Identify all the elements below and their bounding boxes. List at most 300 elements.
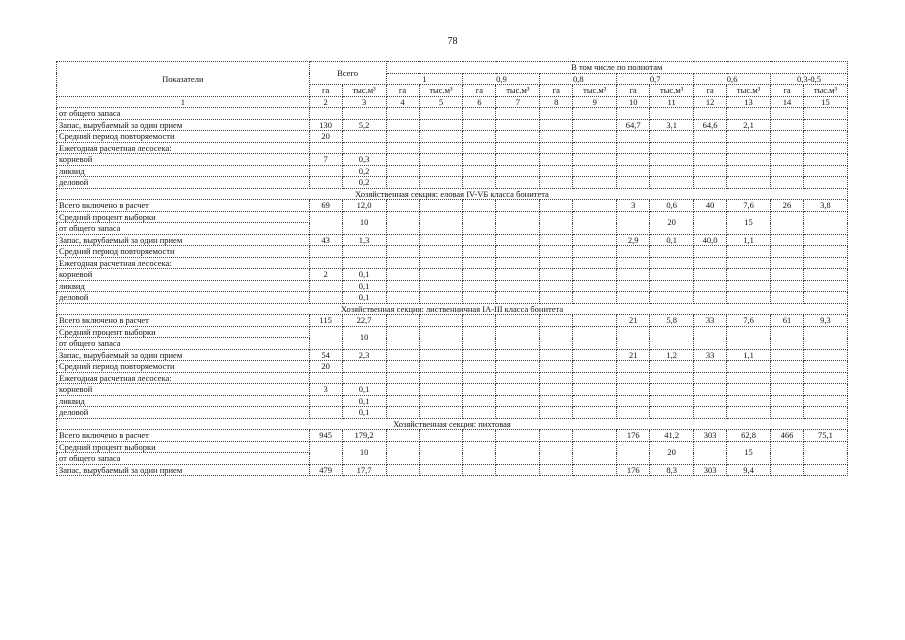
table-cell (694, 441, 727, 464)
table-cell (694, 407, 727, 419)
table-cell: 0,2 (342, 165, 386, 177)
table-row (57, 464, 848, 476)
table-cell (419, 384, 463, 396)
table-body (57, 108, 848, 476)
table-cell: 1,1 (727, 349, 771, 361)
table-cell (803, 119, 847, 131)
table-cell (309, 292, 342, 304)
table-cell (463, 246, 496, 258)
table-cell (694, 165, 727, 177)
section-title: Хозяйственная секция: еловая IV-VБ класса бонитета (57, 188, 848, 200)
table-cell (573, 131, 617, 143)
table-cell: 2 (309, 269, 342, 281)
row-label: Ежегодная расчетная лесосека: (57, 142, 310, 154)
table-cell (386, 395, 419, 407)
table-cell (727, 142, 771, 154)
table-cell: 21 (617, 349, 650, 361)
table-cell (540, 361, 573, 373)
row-label: корневой (57, 154, 310, 166)
table-cell (419, 257, 463, 269)
table-cell (727, 269, 771, 281)
table-cell (386, 154, 419, 166)
header-unit-ha: га (386, 85, 419, 97)
table-cell (386, 119, 419, 131)
table-cell (573, 315, 617, 327)
table-cell: 3,8 (803, 200, 847, 212)
table-cell (617, 384, 650, 396)
table-cell (342, 257, 386, 269)
table-cell (419, 131, 463, 143)
header-density: 0,6 (694, 73, 771, 85)
table-cell (727, 280, 771, 292)
table-cell (617, 154, 650, 166)
table-cell (573, 257, 617, 269)
table-cell (463, 280, 496, 292)
row-label: Средний процент выборки (57, 441, 310, 453)
table-cell (573, 361, 617, 373)
table-cell: 179,2 (342, 430, 386, 442)
row-label: корневой (57, 384, 310, 396)
table-cell (694, 142, 727, 154)
table-cell (496, 177, 540, 189)
table-cell (727, 177, 771, 189)
table-cell: 15 (727, 211, 771, 234)
table-cell (650, 395, 694, 407)
table-cell (463, 234, 496, 246)
table-cell (694, 257, 727, 269)
table-cell: 10 (342, 441, 386, 464)
table-cell (803, 349, 847, 361)
table-cell (573, 119, 617, 131)
table-row (57, 211, 848, 223)
header-indicators: Показатели (57, 62, 310, 97)
table-cell (650, 292, 694, 304)
table-cell (463, 200, 496, 212)
table-cell (540, 395, 573, 407)
row-label: Всего включено в расчет (57, 200, 310, 212)
row-label: от общего запаса (57, 108, 310, 120)
table-cell (540, 464, 573, 476)
table-cell (573, 430, 617, 442)
row-label: Всего включено в расчет (57, 430, 310, 442)
table-cell (727, 372, 771, 384)
table-row (57, 407, 848, 419)
table-cell (650, 246, 694, 258)
table-cell (419, 269, 463, 281)
table-row (57, 349, 848, 361)
table-cell (540, 154, 573, 166)
table-cell (419, 315, 463, 327)
table-cell (540, 384, 573, 396)
table-cell (540, 372, 573, 384)
table-cell (771, 234, 804, 246)
table-cell (419, 246, 463, 258)
column-numbers-row (57, 96, 848, 108)
table-cell (496, 384, 540, 396)
table-cell: 1,1 (727, 234, 771, 246)
table-cell: 17,7 (342, 464, 386, 476)
table-cell: 20 (309, 361, 342, 373)
header-unit-th: тыс.м³ (650, 85, 694, 97)
table-row (57, 108, 848, 120)
table-cell (419, 165, 463, 177)
header-unit-ha: га (463, 85, 496, 97)
table-cell (771, 119, 804, 131)
table-cell (771, 269, 804, 281)
table-cell: 7,6 (727, 315, 771, 327)
table-cell (573, 165, 617, 177)
row-label: Средний период повторяемости (57, 246, 310, 258)
row-label: деловой (57, 292, 310, 304)
table-row (57, 395, 848, 407)
table-cell: 2,9 (617, 234, 650, 246)
table-cell (540, 292, 573, 304)
table-cell (803, 211, 847, 234)
table-cell (463, 395, 496, 407)
table-cell (386, 464, 419, 476)
table-cell (386, 246, 419, 258)
column-number: 8 (540, 96, 573, 108)
table-cell (386, 165, 419, 177)
row-label: деловой (57, 177, 310, 189)
table-cell (803, 395, 847, 407)
table-cell (727, 326, 771, 349)
table-cell (463, 177, 496, 189)
table-cell (694, 211, 727, 234)
table-cell (419, 441, 463, 464)
forestry-table (56, 61, 848, 476)
table-cell (419, 211, 463, 234)
table-cell: 0,1 (342, 395, 386, 407)
column-number: 1 (57, 96, 310, 108)
table-cell (419, 395, 463, 407)
table-cell (463, 154, 496, 166)
table-row (57, 372, 848, 384)
table-cell (694, 395, 727, 407)
table-cell (386, 407, 419, 419)
table-cell (573, 326, 617, 349)
table-cell (771, 464, 804, 476)
table-cell: 3,1 (650, 119, 694, 131)
table-cell (803, 280, 847, 292)
table-cell (496, 246, 540, 258)
table-cell: 33 (694, 315, 727, 327)
table-cell (463, 211, 496, 234)
table-cell (386, 430, 419, 442)
table-cell: 0,3 (342, 154, 386, 166)
table-cell (463, 119, 496, 131)
table-cell (386, 441, 419, 464)
table-cell (496, 441, 540, 464)
table-cell (309, 177, 342, 189)
table-cell (617, 441, 650, 464)
table-cell (803, 246, 847, 258)
table-cell (496, 154, 540, 166)
row-label: Средний период повторяемости (57, 361, 310, 373)
table-cell: 9,4 (727, 464, 771, 476)
table-cell (463, 292, 496, 304)
table-cell (496, 315, 540, 327)
table-cell (496, 349, 540, 361)
table-cell: 12,0 (342, 200, 386, 212)
table-cell (309, 326, 342, 349)
table-cell (803, 165, 847, 177)
table-cell (803, 269, 847, 281)
table-cell: 40,0 (694, 234, 727, 246)
table-cell (496, 234, 540, 246)
row-label: Запас, вырубаемый за один прием (57, 464, 310, 476)
table-row (57, 234, 848, 246)
table-cell (727, 384, 771, 396)
table-row (57, 292, 848, 304)
table-cell (463, 142, 496, 154)
row-label: ликвид (57, 395, 310, 407)
header-total: Всего (309, 62, 386, 85)
table-cell (573, 211, 617, 234)
table-cell (386, 142, 419, 154)
table-cell (540, 108, 573, 120)
row-label: Запас, вырубаемый за один прием (57, 119, 310, 131)
table-cell (617, 280, 650, 292)
row-label: ликвид (57, 280, 310, 292)
table-cell (803, 372, 847, 384)
table-cell (694, 372, 727, 384)
column-number: 13 (727, 96, 771, 108)
table-cell (309, 441, 342, 464)
table-cell (496, 280, 540, 292)
table-header (57, 62, 848, 108)
table-cell (419, 407, 463, 419)
row-label: Ежегодная расчетная лесосека: (57, 372, 310, 384)
table-cell (617, 211, 650, 234)
table-cell: 0,1 (342, 384, 386, 396)
table-row (57, 142, 848, 154)
table-cell (496, 464, 540, 476)
table-cell (650, 280, 694, 292)
table-cell: 0,2 (342, 177, 386, 189)
table-cell (727, 154, 771, 166)
table-cell (573, 372, 617, 384)
table-cell (617, 372, 650, 384)
table-cell (463, 108, 496, 120)
header-unit-th: тыс.м³ (573, 85, 617, 97)
table-cell (771, 372, 804, 384)
row-label: деловой (57, 407, 310, 419)
table-cell (309, 246, 342, 258)
table-cell (419, 280, 463, 292)
table-cell (727, 131, 771, 143)
table-cell (463, 349, 496, 361)
table-cell (573, 200, 617, 212)
table-cell (540, 269, 573, 281)
table-cell (650, 142, 694, 154)
table-cell (386, 292, 419, 304)
table-cell (694, 177, 727, 189)
table-cell (540, 211, 573, 234)
table-row (57, 384, 848, 396)
table-cell (694, 361, 727, 373)
table-cell (496, 430, 540, 442)
table-cell: 10 (342, 326, 386, 349)
table-cell: 0,1 (342, 269, 386, 281)
table-cell (496, 108, 540, 120)
section-title: Хозяйственная секция: лиственничная IA-III класса бонитета (57, 303, 848, 315)
table-cell (803, 108, 847, 120)
table-cell: 0,1 (650, 234, 694, 246)
table-cell (694, 269, 727, 281)
header-density: 0,8 (540, 73, 617, 85)
table-cell (803, 441, 847, 464)
table-cell (463, 165, 496, 177)
table-cell (727, 165, 771, 177)
table-cell (386, 326, 419, 349)
table-cell (771, 395, 804, 407)
table-cell (771, 361, 804, 373)
table-cell (617, 165, 650, 177)
table-cell: 0,1 (342, 292, 386, 304)
table-cell (386, 269, 419, 281)
table-cell: 5,8 (650, 315, 694, 327)
table-cell (573, 234, 617, 246)
header-including: В том числе по полнотам (386, 62, 847, 74)
table-cell (650, 177, 694, 189)
table-cell (419, 372, 463, 384)
table-row (57, 177, 848, 189)
column-number: 12 (694, 96, 727, 108)
table-cell (771, 108, 804, 120)
table-cell (617, 326, 650, 349)
table-cell (803, 154, 847, 166)
column-number: 5 (419, 96, 463, 108)
header-unit-th: тыс.м³ (803, 85, 847, 97)
table-cell: 176 (617, 464, 650, 476)
table-cell: 7,6 (727, 200, 771, 212)
table-cell (573, 441, 617, 464)
table-cell (650, 131, 694, 143)
table-cell (573, 280, 617, 292)
table-cell (419, 108, 463, 120)
table-cell (573, 246, 617, 258)
table-cell (803, 177, 847, 189)
table-row (57, 441, 848, 453)
table-cell (386, 108, 419, 120)
row-label: Средний процент выборки (57, 326, 310, 338)
row-label: Запас, вырубаемый за один прием (57, 234, 310, 246)
table-cell: 10 (342, 211, 386, 234)
column-number: 6 (463, 96, 496, 108)
row-label: Средний период повторяемости (57, 131, 310, 143)
table-cell: 64,7 (617, 119, 650, 131)
table-cell (309, 372, 342, 384)
table-cell (419, 154, 463, 166)
table-row (57, 361, 848, 373)
table-cell (573, 464, 617, 476)
table-cell: 40 (694, 200, 727, 212)
table-cell (771, 280, 804, 292)
table-cell (342, 372, 386, 384)
table-cell (463, 269, 496, 281)
table-cell (617, 108, 650, 120)
table-cell (419, 119, 463, 131)
column-number: 15 (803, 96, 847, 108)
table-cell (342, 361, 386, 373)
table-cell (803, 407, 847, 419)
table-cell (386, 361, 419, 373)
table-cell (386, 315, 419, 327)
table-cell (419, 200, 463, 212)
column-number: 7 (496, 96, 540, 108)
table-cell (573, 108, 617, 120)
table-cell (573, 142, 617, 154)
row-label: Всего включено в расчет (57, 315, 310, 327)
column-number: 3 (342, 96, 386, 108)
table-row (57, 119, 848, 131)
table-cell (386, 211, 419, 234)
table-cell (463, 384, 496, 396)
table-cell (496, 257, 540, 269)
table-cell (496, 142, 540, 154)
table-cell: 75,1 (803, 430, 847, 442)
table-cell (617, 269, 650, 281)
table-cell (771, 211, 804, 234)
section-row (57, 418, 848, 430)
table-cell (540, 441, 573, 464)
table-cell (573, 154, 617, 166)
table-cell (463, 131, 496, 143)
header-unit-th: тыс.м³ (496, 85, 540, 97)
table-cell (727, 292, 771, 304)
table-cell (573, 177, 617, 189)
table-cell: 0,1 (342, 407, 386, 419)
table-cell (419, 234, 463, 246)
table-cell (540, 142, 573, 154)
table-cell (694, 108, 727, 120)
table-cell (694, 292, 727, 304)
table-cell: 20 (650, 211, 694, 234)
table-cell: 69 (309, 200, 342, 212)
table-cell (727, 407, 771, 419)
table-cell (617, 246, 650, 258)
table-cell (617, 142, 650, 154)
table-cell (803, 361, 847, 373)
table-cell (803, 142, 847, 154)
header-density: 0,7 (617, 73, 694, 85)
table-row (57, 165, 848, 177)
table-cell (771, 257, 804, 269)
table-cell (496, 361, 540, 373)
table-cell (771, 441, 804, 464)
table-cell (617, 177, 650, 189)
table-cell (540, 280, 573, 292)
table-cell (496, 326, 540, 349)
table-cell (771, 246, 804, 258)
table-cell (496, 119, 540, 131)
table-cell (727, 257, 771, 269)
table-row (57, 246, 848, 258)
table-cell (694, 384, 727, 396)
table-cell: 0,6 (650, 200, 694, 212)
table-cell (386, 177, 419, 189)
header-density: 0,3-0,5 (771, 73, 848, 85)
table-cell: 479 (309, 464, 342, 476)
table-cell (540, 315, 573, 327)
table-cell (650, 165, 694, 177)
table-cell (463, 372, 496, 384)
table-cell (803, 326, 847, 349)
table-cell (419, 177, 463, 189)
header-density: 1 (386, 73, 463, 85)
table-cell (309, 407, 342, 419)
